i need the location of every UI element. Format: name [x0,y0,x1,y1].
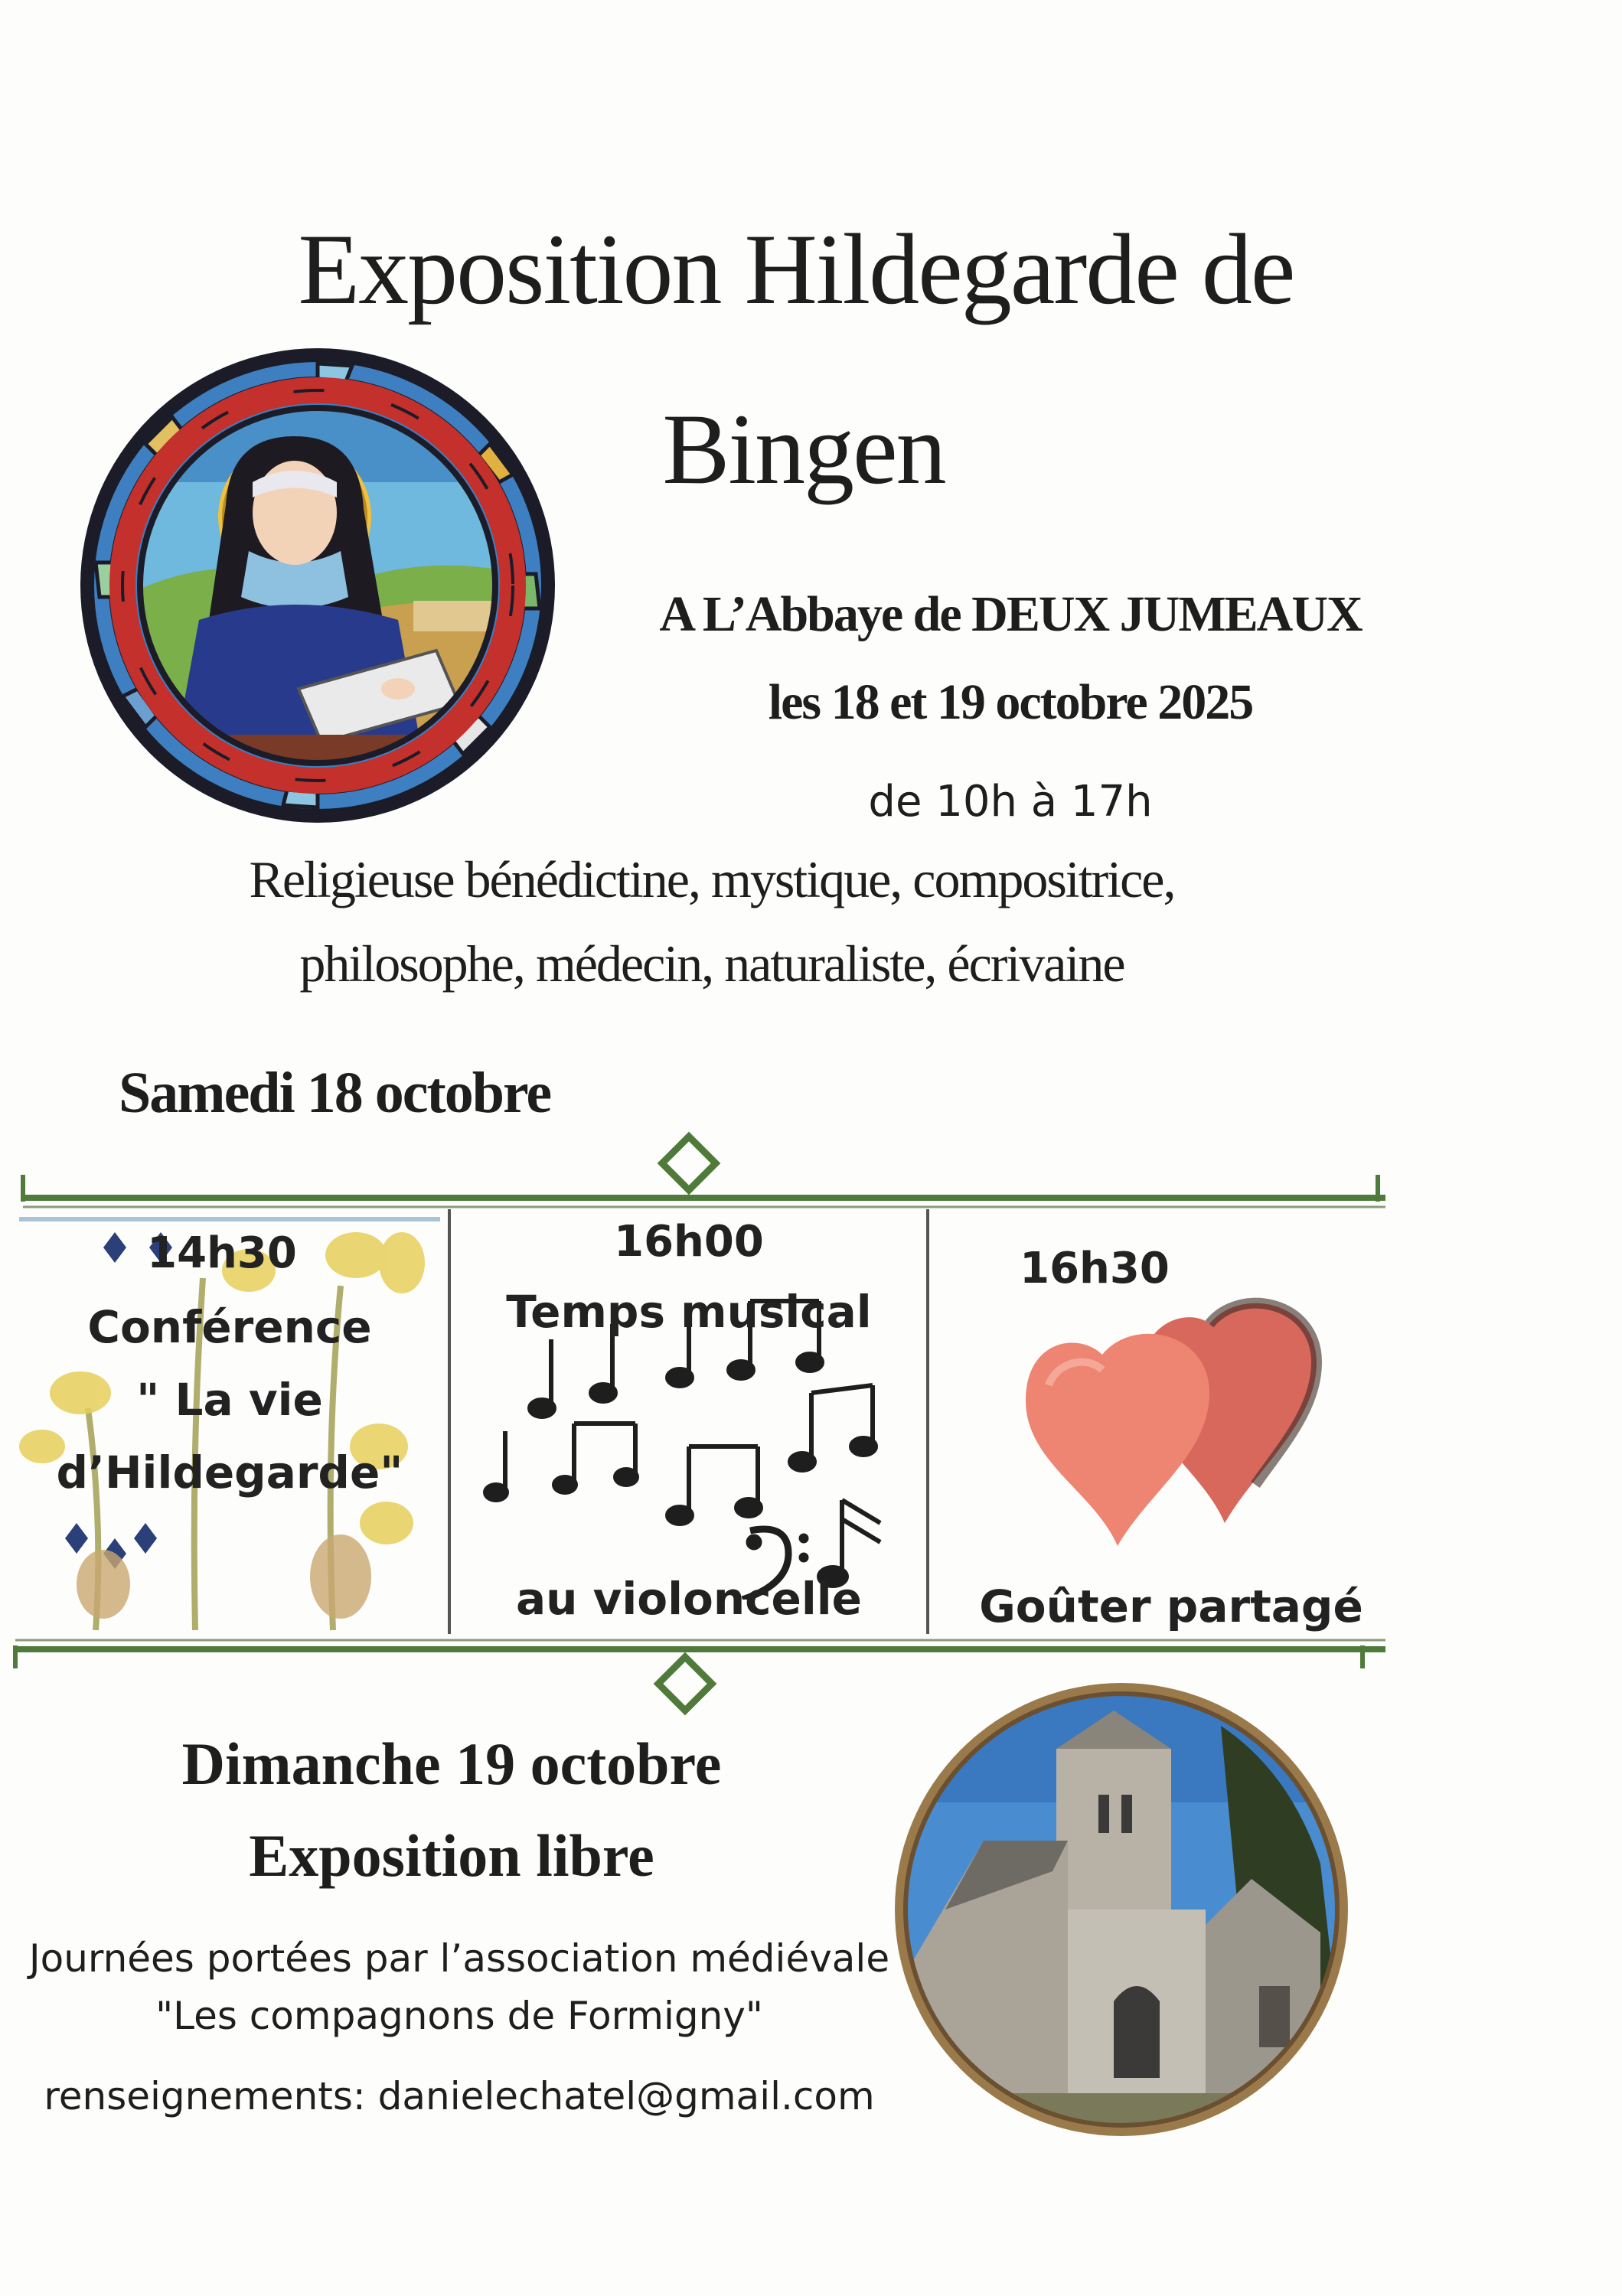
description-line: Religieuse bénédictine, mystique, compositrice, [249,850,1175,908]
event-title: d’Hildegarde" [56,1446,403,1499]
event-title: Goûter partagé [979,1580,1363,1632]
contact-email: renseignements: danielechatel@gmail.com [44,2074,875,2118]
heart-cookies-image [1010,1293,1347,1554]
association-line: "Les compagnons de Formigny" [155,1994,763,2038]
dates-text: les 18 et 19 octobre 2025 [768,674,1253,730]
column-divider [926,1209,929,1634]
stained-glass-portrait-image [77,344,559,827]
venue-text: A L’Abbaye de DEUX JUMEAUX [659,586,1362,642]
hours-text: de 10h à 17h [868,777,1153,827]
abbey-church-image [892,1680,1351,2139]
event-title: Temps musical [506,1286,872,1338]
column-divider [448,1209,451,1634]
event-title: Conférence [87,1301,372,1353]
description-line: philosophe, médecin, naturaliste, écrivaine [299,934,1124,993]
event-time: 16h30 [1020,1244,1170,1293]
event-time: 16h00 [614,1217,764,1267]
event-subtitle: au violoncelle [516,1573,862,1625]
page-title-continued: Bingen [662,393,945,505]
event-time: 14h30 [147,1228,297,1278]
association-line: Journées portées par l’association médiévale [28,1936,890,1981]
sunday-subheading: Exposition libre [249,1822,654,1889]
saturday-heading: Samedi 18 octobre [119,1061,551,1125]
top-divider [15,1129,1393,1221]
sunday-heading: Dimanche 19 octobre [181,1730,722,1797]
page-title: Exposition Hildegarde de [298,213,1294,325]
event-title: " La vie [136,1374,323,1426]
music-notes-illustration [459,1293,919,1600]
